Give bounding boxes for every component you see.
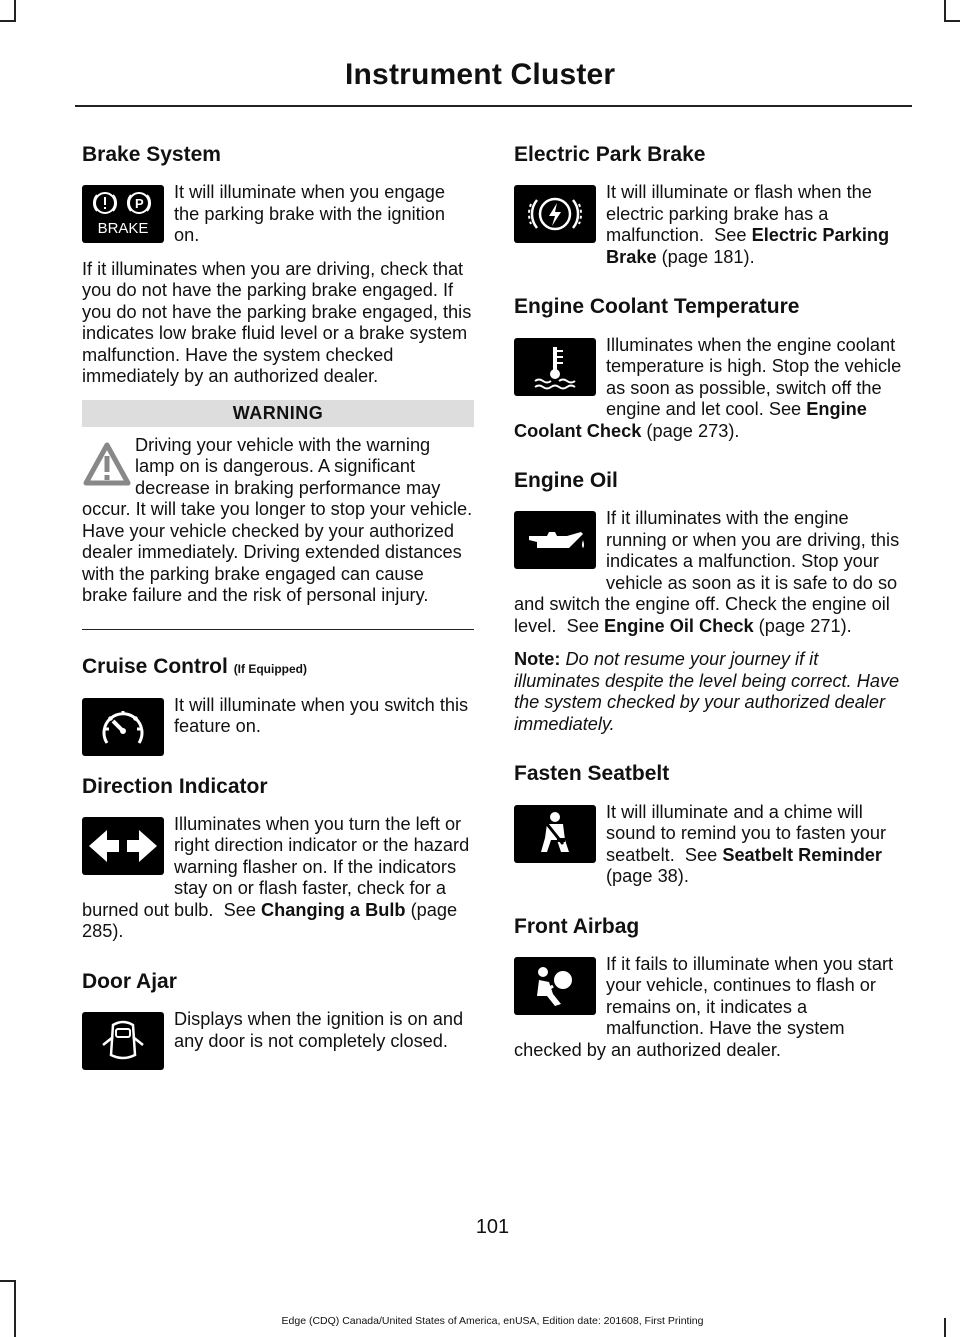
cross-reference-link[interactable]: Engine Coolant Check (514, 399, 867, 441)
cross-reference-link[interactable]: Seatbelt Reminder (722, 844, 883, 865)
section-heading: Engine Coolant Temperature (514, 295, 800, 319)
page-title: Instrument Cluster (345, 58, 616, 91)
section-direction-indicator (82, 774, 474, 969)
body-text: It will illuminate or flash when the electric parking brake has a malfunction. (606, 182, 872, 246)
seatbelt-icon (514, 805, 596, 863)
section-electric-park-brake (514, 142, 906, 294)
see-text: See (714, 225, 747, 246)
crop-mark (14, 0, 16, 20)
cross-reference-link[interactable]: Changing a Bulb (261, 899, 406, 920)
heading-qualifier: (If Equipped) (233, 662, 308, 677)
left-column (82, 142, 474, 1074)
coolant-temperature-icon (514, 338, 596, 396)
oil-can-icon (514, 511, 596, 569)
body-text: Illuminates when you turn the left or right direction indicator or the hazard warning flasher on. If the indicators stay on or flash faster, check for a burned out bulb. (82, 813, 470, 920)
turn-signal-icon (82, 817, 164, 875)
crop-mark (0, 1280, 16, 1282)
brake-icon-label: BRAKE (97, 220, 149, 238)
body-text: It will illuminate and a chime will sound to remind you to fasten your seatbelt. (606, 801, 887, 865)
section-heading (82, 654, 474, 680)
note-label: Note: (514, 649, 561, 670)
header-rule (75, 105, 912, 107)
door-ajar-icon (82, 1012, 164, 1070)
page-reference: (page 38). (606, 866, 689, 886)
section-front-airbag (514, 914, 906, 1062)
crop-mark (14, 1280, 16, 1337)
section-brake-system (82, 142, 474, 388)
section-heading: Direction Indicator (82, 774, 268, 798)
right-column (514, 142, 906, 1073)
divider (82, 629, 474, 631)
paragraph: If it fails to illuminate when you start your vehicle, continues to flash or remains on, it indicates a malfunction. Have the system checked by an authorized dealer. (514, 953, 894, 1060)
body-text: Illuminates when the engine coolant temperature is high. Stop the vehicle as soon as possible, switch off the engine and let cool. (606, 334, 902, 419)
caution-triangle-icon (82, 437, 132, 495)
paragraph: It will illuminate when you switch this feature on. (174, 694, 469, 736)
page-reference: (page 273). (646, 420, 740, 441)
section-heading: Front Airbag (514, 914, 640, 938)
section-heading: Engine Oil (514, 469, 618, 492)
crop-mark (944, 20, 960, 22)
warning-text: Driving your vehicle with the warning lamp on is dangerous. A significant decrease in braking performance may occur. It will take you longer to stop your vehicle. Have your vehicle checked by your authorized dealer immediately. Driving extended distances with the parking brake engaged can cause brake failure and the risk of personal injury. (82, 434, 473, 606)
section-cruise-control (82, 654, 474, 773)
crop-mark (0, 20, 16, 22)
cross-reference-link[interactable]: Engine Oil Check (604, 615, 754, 636)
footer: Edge (CDQ) Canada/United States of America, enUSA, Edition date: 201608, First Printing (281, 1315, 704, 1327)
section-engine-oil (514, 468, 906, 761)
electric-park-brake-icon (514, 185, 596, 243)
warning-box (82, 435, 474, 619)
section-heading: Fasten Seatbelt (514, 762, 670, 786)
see-text: See (684, 844, 718, 865)
paragraph: It will illuminate when you engage the parking brake with the ignition on. (174, 182, 445, 246)
section-heading: Brake System (82, 143, 221, 166)
page-reference: (page 271). (758, 615, 852, 636)
warning-label: WARNING (82, 400, 474, 427)
airbag-icon (514, 957, 596, 1015)
note-text: Do not resume your journey if it illuminates despite the level being correct. Have the system checked by your authorized dealer immediately. (514, 649, 900, 734)
body-text: If it illuminates with the engine running or when you are driving, this indicates a malfunction. Stop your vehicle as soon as it is safe to do so and switch the engine off. Check the engine oil level. (514, 508, 900, 636)
section-heading: Door Ajar (82, 969, 177, 993)
see-text: See (566, 615, 599, 636)
paragraph: If it illuminates when you are driving, check that you do not have the parking brake engaged. If you do not have the parking brake engaged, this indicates low brake fluid level or a brake system malfunction. Have the system checked immediately by an authorized dealer. (82, 258, 472, 387)
note (514, 649, 906, 735)
page-reference: (page 285). (82, 899, 458, 942)
section-engine-coolant (514, 294, 906, 468)
paragraph: Displays when the ignition is on and any door is not completely closed. (174, 1009, 464, 1051)
heading-text: Cruise Control (82, 655, 228, 679)
page-number: 101 (475, 1216, 510, 1238)
crop-mark (944, 0, 946, 20)
cross-reference-link[interactable]: Electric Parking Brake (606, 225, 890, 267)
page-reference: (page 181). (661, 246, 755, 267)
see-text: See (768, 399, 802, 419)
see-text: See (223, 899, 256, 920)
svg-text:P: P (135, 196, 144, 212)
brake-warning-icon (82, 185, 164, 243)
section-heading: Electric Park Brake (514, 143, 706, 166)
section-fasten-seatbelt (514, 761, 906, 913)
section-door-ajar (82, 969, 474, 1074)
cruise-control-icon (82, 698, 164, 756)
